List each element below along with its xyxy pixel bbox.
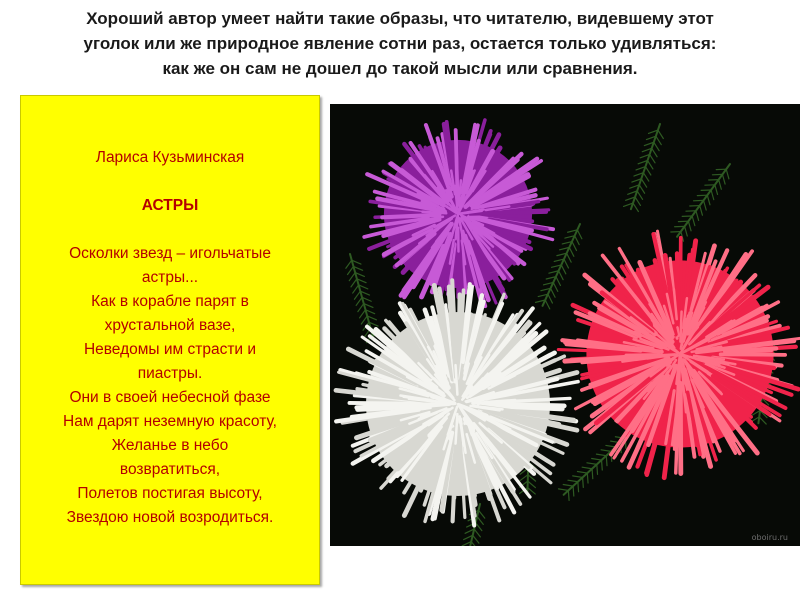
foliage-needle: [573, 476, 583, 478]
foliage-needle: [722, 174, 725, 184]
foliage-needle: [587, 473, 588, 483]
foliage-needle: [479, 510, 485, 518]
petal: [382, 215, 439, 217]
foliage-needle: [692, 216, 695, 226]
foliage-needle: [704, 200, 707, 210]
white-aster: [336, 280, 578, 525]
foliage-needle: [650, 154, 655, 162]
foliage-needle: [559, 489, 569, 491]
foliage-needle: [654, 142, 659, 150]
petal: [423, 212, 447, 213]
foliage-needle: [707, 195, 710, 205]
foliage-needle: [583, 477, 584, 487]
foliage-needle: [528, 481, 536, 487]
poem-body: [27, 146, 313, 530]
foliage-needle: [639, 185, 644, 193]
foliage-needle: [578, 482, 579, 492]
foliage-needle: [551, 288, 556, 297]
foliage-needle: [601, 450, 611, 452]
foliage-needle: [587, 463, 597, 465]
purple-aster: [364, 120, 553, 306]
foliage-needle: [568, 490, 569, 500]
foliage-needle: [643, 173, 648, 181]
foliage-needle: [645, 167, 650, 175]
foliage-needle: [641, 179, 646, 187]
foliage-needle: [635, 197, 640, 205]
foliage-needle: [597, 464, 598, 474]
foliage-needle: [715, 185, 718, 195]
foliage-needle: [476, 523, 482, 531]
poem-line: Они в своей небесной фазе: [69, 389, 271, 406]
asters-illustration: [330, 104, 800, 546]
intro-line-3: как же он сам не дошел до такой мысли или сравнения.: [162, 59, 638, 78]
foliage-needle: [348, 266, 354, 274]
foliage-needle: [575, 236, 580, 245]
intro-paragraph: [20, 6, 780, 81]
foliage-needle: [361, 316, 367, 324]
poem-line: Как в корабле парят в: [91, 293, 249, 310]
foliage-needle: [759, 417, 766, 424]
petal: [678, 370, 680, 400]
foliage-needle: [563, 485, 573, 487]
foliage-needle: [354, 291, 360, 299]
intro-line-2: уголок или же природное явление сотни раз, остается только удивляться:: [83, 34, 717, 53]
foliage-needle: [577, 230, 582, 239]
foliage-needle: [358, 304, 364, 312]
foliage-needle: [648, 161, 653, 169]
foliage-needle: [520, 475, 528, 481]
pink-aster: [558, 231, 800, 478]
foliage-needle: [353, 285, 359, 293]
poem-line: пиастры.: [137, 365, 203, 382]
foliage-needle: [471, 542, 477, 546]
foliage-needle: [637, 191, 642, 199]
petal: [485, 404, 564, 405]
foliage-needle: [696, 211, 699, 221]
foliage-needle: [559, 271, 564, 280]
asters-photo: [330, 104, 800, 546]
foliage-needle: [685, 226, 688, 236]
foliage-needle: [592, 469, 593, 479]
petal: [679, 402, 680, 445]
foliage-needle: [606, 456, 607, 466]
poem-line: Звездою новой возродиться.: [66, 509, 274, 526]
foliage-needle: [553, 282, 558, 291]
poem-line: возвратиться,: [119, 461, 221, 478]
foliage-needle: [545, 300, 550, 309]
foliage-needle: [474, 529, 480, 537]
foliage-needle: [592, 458, 602, 460]
foliage-needle: [349, 273, 355, 281]
poem-card: [20, 95, 320, 585]
foliage-needle: [711, 190, 714, 200]
foliage-needle: [577, 472, 587, 474]
poem-title: АСТРЫ: [141, 197, 199, 214]
poem-line: Осколки звезд – игольчатые: [69, 245, 271, 262]
poem-line: Полетов постигая высоту,: [77, 485, 263, 502]
foliage-needle: [596, 454, 606, 456]
foliage-needle: [561, 265, 566, 274]
foliage-needle: [477, 517, 483, 525]
foliage-needle: [633, 203, 638, 211]
foliage-needle: [351, 279, 357, 287]
foliage-needle: [568, 480, 578, 482]
petal: [728, 350, 771, 352]
foliage-needle: [582, 467, 592, 469]
foliage-needle: [360, 310, 366, 318]
petal: [456, 130, 457, 190]
foliage-needle: [573, 486, 574, 496]
foliage-needle: [556, 277, 561, 286]
petal: [680, 312, 681, 342]
foliage-needle: [658, 130, 663, 138]
poem-line: астры...: [141, 269, 199, 286]
foliage-needle: [346, 260, 352, 268]
foliage-needle: [688, 221, 691, 231]
poem-author: Лариса Кузьминская: [95, 149, 245, 166]
foliage-needle: [572, 242, 577, 251]
foliage-needle: [473, 535, 479, 543]
foliage-needle: [652, 148, 657, 156]
foliage-needle: [548, 294, 553, 303]
poem-line: Нам дарят неземную красоту,: [63, 413, 277, 430]
poem-line: Неведомы им страсти и: [83, 341, 257, 358]
petal: [626, 354, 656, 355]
foliage-needle: [567, 253, 572, 262]
poem-line: хрустальной вазе,: [104, 317, 236, 334]
intro-line-1: Хороший автор умеет найти такие образы, что читателю, видевшему этот: [86, 9, 714, 28]
foliage-needle: [564, 259, 569, 268]
foliage-needle: [656, 136, 661, 144]
foliage-needle: [569, 247, 574, 256]
photo-watermark: oboiru.ru: [751, 533, 788, 542]
foliage-needle: [726, 169, 729, 179]
foliage-needle: [700, 206, 703, 216]
foliage-needle: [602, 460, 603, 470]
poem-line: Желанье в небо: [111, 437, 229, 454]
petal: [721, 354, 785, 355]
foliage-needle: [356, 297, 362, 305]
foliage-needle: [719, 180, 722, 190]
